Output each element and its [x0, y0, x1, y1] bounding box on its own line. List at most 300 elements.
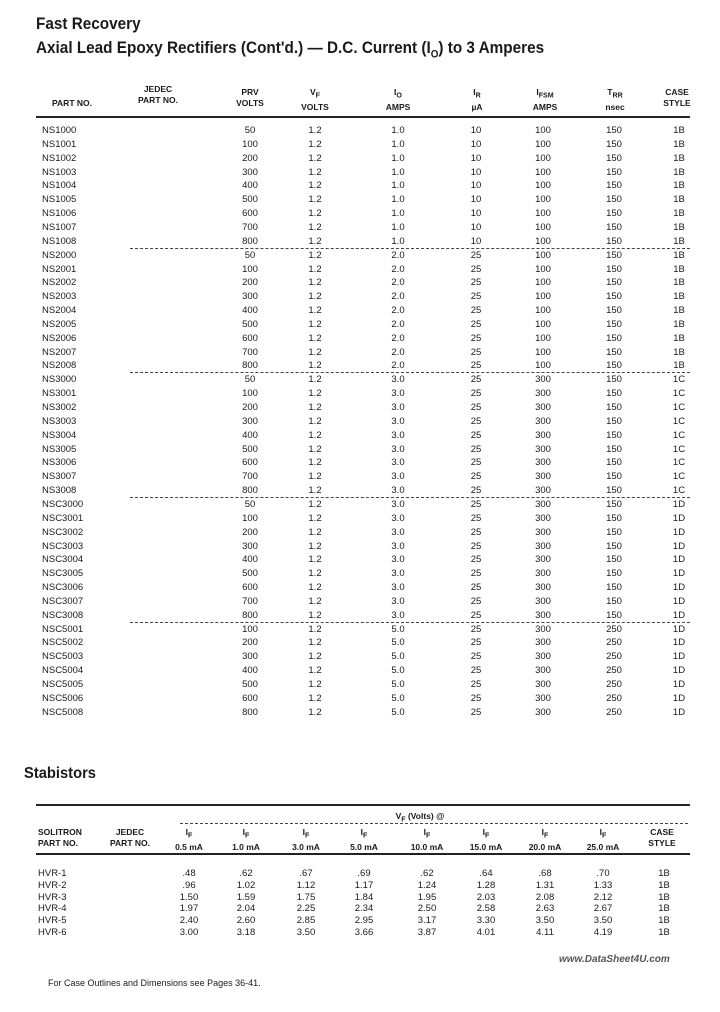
rectifier-cell-prv: 100 — [242, 512, 258, 524]
rectifier-cell-io: 2.0 — [391, 360, 405, 372]
rectifier-cell-vf: 1.2 — [308, 138, 322, 150]
stab-cell-vf: 1.17 — [354, 879, 374, 891]
rectifier-cell-trr: 150 — [606, 138, 622, 150]
rectifier-cell-vf: 1.2 — [308, 568, 322, 580]
rectifier-cell-io: 2.0 — [391, 291, 405, 303]
table-title — [36, 38, 544, 60]
section-title: Fast Recovery — [36, 14, 141, 33]
stab-if-current: 3.0 mA — [292, 841, 320, 852]
rectifier-cell-io: 3.0 — [391, 498, 405, 510]
rectifier-cell-ir: 25 — [470, 277, 482, 289]
rectifier-cell-prv: 300 — [242, 291, 258, 303]
rectifier-cell-trr: 150 — [606, 166, 622, 178]
stab-if-header — [334, 827, 394, 853]
rectifier-cell-ifsm: 100 — [535, 318, 551, 330]
rectifier-cell-prv: 100 — [242, 138, 258, 150]
rectifier-cell-ifsm: 100 — [535, 277, 551, 289]
rectifier-cell-trr: 150 — [606, 609, 622, 621]
rectifier-cell-prv: 100 — [242, 623, 258, 635]
rectifier-cell-io: 2.0 — [391, 263, 405, 275]
rectifier-cell-case-style: 1C — [672, 457, 686, 469]
rectifier-cell-vf: 1.2 — [308, 623, 322, 635]
stab-if-symbol — [216, 827, 276, 842]
rectifier-cell-case-style: 1B — [673, 152, 685, 164]
stab-if-sub: F — [305, 831, 310, 840]
stab-cell-case-style: 1B — [658, 915, 670, 927]
rectifier-cell-prv: 500 — [242, 568, 258, 580]
stab-cell-vf: 3.00 — [179, 927, 199, 938]
rectifier-cell-case-style: 1B — [673, 263, 685, 275]
rectifier-cell-io: 1.0 — [391, 208, 405, 220]
rectifier-cell-ifsm: 300 — [535, 665, 551, 677]
rectifier-cell-part-no: NS3008 — [42, 485, 77, 497]
rectifier-cell-part-no: NS3001 — [42, 388, 77, 400]
rectifier-cell-prv: 100 — [242, 388, 258, 400]
rectifier-cell-part-no: NS1006 — [42, 208, 77, 220]
stab-if-current: 10.0 mA — [410, 841, 444, 852]
header-vf-unit: VOLTS — [301, 101, 329, 112]
header-ir-sub: R — [475, 91, 481, 100]
rectifier-cell-trr: 250 — [606, 665, 622, 677]
stab-if-sub: F — [602, 831, 607, 840]
stab-cell-vf: 4.01 — [476, 927, 496, 938]
rectifier-cell-vf: 1.2 — [308, 360, 322, 372]
rectifier-cell-ifsm: 300 — [535, 498, 551, 510]
rectifier-cell-vf: 1.2 — [308, 221, 322, 233]
rectifier-cell-case-style: 1B — [673, 360, 685, 372]
rectifier-cell-trr: 250 — [606, 651, 622, 663]
rectifier-cell-ifsm: 100 — [535, 305, 551, 317]
rectifier-cell-prv: 400 — [242, 180, 258, 192]
stab-if-symbol — [334, 827, 394, 842]
stab-cell-vf: 1.95 — [417, 891, 437, 903]
rectifier-cell-ifsm: 300 — [535, 582, 551, 594]
rectifier-cell-vf: 1.2 — [308, 651, 322, 663]
rectifier-cell-ifsm: 100 — [535, 138, 551, 150]
rectifier-cell-io: 3.0 — [391, 526, 405, 538]
rectifier-cell-case-style: 1C — [672, 374, 686, 386]
rectifier-cell-prv: 700 — [242, 595, 258, 607]
rectifier-cell-vf: 1.2 — [308, 402, 322, 413]
rectifier-cell-vf: 1.2 — [308, 429, 322, 441]
rectifier-cell-ir: 10 — [470, 194, 482, 206]
rectifier-cell-vf: 1.2 — [308, 554, 322, 566]
rectifier-cell-prv: 600 — [242, 208, 258, 220]
rectifier-cell-case-style: 1B — [673, 208, 685, 220]
stab-cell-vf: 1.75 — [296, 891, 316, 903]
rectifier-cell-trr: 150 — [606, 360, 622, 372]
rectifier-cell-ifsm: 100 — [535, 249, 551, 261]
rectifier-cell-case-style: 1B — [673, 318, 685, 330]
rectifier-cell-prv: 600 — [242, 692, 258, 704]
rectifier-cell-ir: 10 — [470, 138, 482, 150]
rectifier-cell-trr: 150 — [606, 125, 622, 136]
rectifier-cell-vf: 1.2 — [308, 194, 322, 206]
rectifier-cell-prv: 50 — [244, 125, 256, 136]
stab-if-letter: I — [242, 827, 246, 837]
rectifier-cell-io: 1.0 — [391, 152, 405, 164]
rectifier-cell-trr: 150 — [606, 429, 622, 441]
rectifier-cell-ir: 25 — [470, 402, 482, 413]
rectifier-cell-trr: 150 — [606, 540, 622, 552]
stab-if-header — [216, 827, 276, 853]
rectifier-cell-io: 3.0 — [391, 429, 405, 441]
stab-cell-vf: 1.28 — [476, 879, 496, 891]
rectifier-cell-ir: 10 — [470, 166, 482, 178]
header-vf — [290, 87, 340, 113]
rectifier-cell-ir: 25 — [470, 318, 482, 330]
stab-if-sub: F — [188, 831, 193, 840]
stab-cell-vf: .69 — [357, 868, 371, 879]
header-trr-unit: nsec — [605, 101, 625, 112]
rectifier-cell-part-no: NSC3006 — [42, 582, 84, 594]
stab-cell-vf: 2.67 — [593, 903, 613, 915]
rectifier-cell-ifsm: 100 — [535, 166, 551, 178]
rectifier-cell-case-style: 1D — [672, 706, 686, 718]
rectifier-cell-trr: 150 — [606, 221, 622, 233]
rectifier-cell-case-style: 1D — [672, 665, 686, 677]
stab-if-letter: I — [482, 827, 486, 837]
rectifier-cell-case-style: 1D — [672, 692, 686, 704]
rectifier-cell-io: 1.0 — [391, 166, 405, 178]
rectifier-cell-trr: 150 — [606, 208, 622, 220]
rectifier-cell-ifsm: 300 — [535, 457, 551, 469]
rectifier-cell-prv: 800 — [242, 360, 258, 372]
stab-cell-case-style: 1B — [658, 891, 670, 903]
rectifier-cell-prv: 800 — [242, 235, 258, 247]
rectifier-cell-part-no: NS3007 — [42, 471, 77, 483]
rectifier-cell-part-no: NSC5003 — [42, 651, 84, 663]
rectifier-cell-ir: 25 — [470, 471, 482, 483]
stab-cell-part-no: HVR-5 — [38, 915, 67, 927]
rectifier-cell-case-style: 1D — [672, 498, 686, 510]
rectifier-cell-ir: 25 — [470, 346, 482, 358]
rectifier-cell-ifsm: 300 — [535, 374, 551, 386]
rectifier-cell-ir: 10 — [470, 221, 482, 233]
header-trr-sub: RR — [612, 91, 623, 100]
rectifier-cell-ifsm: 100 — [535, 346, 551, 358]
rectifier-cell-vf: 1.2 — [308, 180, 322, 192]
rectifier-cell-vf: 1.2 — [308, 665, 322, 677]
rectifier-cell-ifsm: 300 — [535, 554, 551, 566]
stab-if-letter: I — [302, 827, 306, 837]
footnote: For Case Outlines and Dimensions see Pages 36-41. — [48, 978, 261, 988]
rectifier-cell-trr: 150 — [606, 318, 622, 330]
header-ifsm-letter: I — [536, 87, 539, 97]
rectifier-cell-vf: 1.2 — [308, 512, 322, 524]
rectifier-cell-ir: 25 — [470, 263, 482, 275]
header-prv-line1: PRV — [241, 87, 259, 97]
rectifier-cell-case-style: 1B — [673, 291, 685, 303]
stab-solitron-header — [38, 827, 82, 849]
rectifier-cell-prv: 300 — [242, 651, 258, 663]
rectifier-cell-ir: 25 — [470, 651, 482, 663]
rectifier-cell-vf: 1.2 — [308, 346, 322, 358]
rectifier-cell-part-no: NSC3008 — [42, 609, 84, 621]
rectifier-cell-part-no: NS1004 — [42, 180, 77, 192]
rectifier-cell-io: 3.0 — [391, 388, 405, 400]
rectifier-cell-io: 5.0 — [391, 665, 405, 677]
stab-cell-vf: 3.50 — [535, 915, 555, 927]
rectifier-cell-case-style: 1D — [672, 526, 686, 538]
rectifier-cell-ir: 25 — [470, 291, 482, 303]
stabistors-header-rule — [36, 853, 690, 855]
rectifier-cell-ifsm: 300 — [535, 512, 551, 524]
rectifier-cell-ifsm: 100 — [535, 194, 551, 206]
rectifier-cell-vf: 1.2 — [308, 609, 322, 621]
rectifier-cell-trr: 150 — [606, 512, 622, 524]
stab-cell-case-style: 1B — [658, 868, 670, 879]
rectifier-cell-io: 5.0 — [391, 679, 405, 690]
stab-cell-vf: 2.04 — [236, 903, 256, 915]
rectifier-cell-ir: 10 — [470, 208, 482, 220]
rectifier-cell-ir: 25 — [470, 623, 482, 635]
stab-jedec-header — [100, 827, 160, 849]
rectifier-cell-ifsm: 300 — [535, 471, 551, 483]
stab-if-current: 5.0 mA — [350, 841, 378, 852]
rectifier-cell-case-style: 1B — [673, 180, 685, 192]
rectifier-cell-trr: 150 — [606, 152, 622, 164]
header-trr-symbol — [590, 87, 640, 102]
rectifier-cell-prv: 700 — [242, 471, 258, 483]
rectifier-cell-trr: 150 — [606, 291, 622, 303]
rectifier-cell-part-no: NSC3007 — [42, 595, 84, 607]
rectifier-cell-io: 2.0 — [391, 305, 405, 317]
header-io-sub: O — [396, 91, 402, 100]
rectifier-cell-io: 1.0 — [391, 194, 405, 206]
group-divider — [130, 372, 690, 373]
rectifier-cell-part-no: NSC5004 — [42, 665, 84, 677]
stab-case-line2: STYLE — [648, 838, 676, 848]
rectifier-cell-case-style: 1B — [673, 235, 685, 247]
rectifier-cell-ifsm: 300 — [535, 415, 551, 427]
rectifier-cell-part-no: NSC3005 — [42, 568, 84, 580]
rectifier-cell-prv: 300 — [242, 540, 258, 552]
stab-cell-part-no: HVR-6 — [38, 927, 67, 938]
rectifier-cell-case-style: 1B — [673, 346, 685, 358]
rectifier-cell-ir: 25 — [470, 305, 482, 317]
stab-if-letter: I — [360, 827, 364, 837]
rectifier-cell-trr: 150 — [606, 443, 622, 455]
rectifier-cell-prv: 200 — [242, 637, 258, 649]
rectifier-cell-ir: 25 — [470, 609, 482, 621]
stab-if-symbol — [515, 827, 575, 842]
rectifier-cell-prv: 300 — [242, 166, 258, 178]
rectifier-cell-io: 3.0 — [391, 485, 405, 497]
stab-if-symbol — [159, 827, 219, 842]
rectifier-cell-vf: 1.2 — [308, 388, 322, 400]
header-case-line2: STYLE — [663, 98, 691, 108]
rectifier-cell-trr: 150 — [606, 180, 622, 192]
rectifier-cell-trr: 150 — [606, 402, 622, 413]
rectifier-cell-trr: 250 — [606, 623, 622, 635]
stab-cell-vf: 2.03 — [476, 891, 496, 903]
rectifier-cell-ir: 25 — [470, 554, 482, 566]
rectifier-cell-part-no: NS3000 — [42, 374, 77, 386]
rectifier-cell-ifsm: 100 — [535, 360, 551, 372]
rectifier-cell-part-no: NS1007 — [42, 221, 77, 233]
rectifier-cell-vf: 1.2 — [308, 595, 322, 607]
rectifier-header-rule — [36, 116, 690, 118]
stab-vf-sub: F — [401, 815, 406, 824]
stab-cell-part-no: HVR-2 — [38, 879, 67, 891]
rectifier-cell-vf: 1.2 — [308, 318, 322, 330]
rectifier-cell-ir: 25 — [470, 540, 482, 552]
stab-cell-vf: 2.40 — [179, 915, 199, 927]
rectifier-cell-io: 1.0 — [391, 235, 405, 247]
rectifier-cell-trr: 250 — [606, 679, 622, 690]
table-title-subscript: O — [430, 48, 439, 61]
rectifier-cell-vf: 1.2 — [308, 125, 322, 136]
rectifier-cell-prv: 600 — [242, 457, 258, 469]
rectifier-cell-vf: 1.2 — [308, 277, 322, 289]
rectifier-cell-trr: 150 — [606, 526, 622, 538]
table-title-end: ) to 3 Amperes — [438, 38, 545, 57]
rectifier-cell-prv: 400 — [242, 554, 258, 566]
rectifier-cell-vf: 1.2 — [308, 415, 322, 427]
stab-solitron-line2: PART NO. — [38, 838, 78, 848]
rectifier-cell-io: 5.0 — [391, 651, 405, 663]
rectifier-cell-part-no: NS1005 — [42, 194, 77, 206]
stab-cell-vf: 3.87 — [417, 927, 437, 938]
stab-vf-letter: V — [395, 811, 402, 821]
rectifier-cell-io: 2.0 — [391, 346, 405, 358]
header-prv-line2: VOLTS — [236, 98, 264, 108]
stab-cell-vf: 2.63 — [535, 903, 555, 915]
rectifier-cell-ir: 25 — [470, 415, 482, 427]
rectifier-cell-case-style: 1D — [672, 651, 686, 663]
stab-cell-vf: 3.50 — [593, 915, 613, 927]
rectifier-cell-io: 5.0 — [391, 623, 405, 635]
rectifier-cell-prv: 400 — [242, 429, 258, 441]
rectifier-cell-case-style: 1C — [672, 443, 686, 455]
rectifier-cell-part-no: NS1001 — [42, 138, 77, 150]
rectifier-cell-trr: 150 — [606, 554, 622, 566]
rectifier-cell-io: 3.0 — [391, 512, 405, 524]
header-ifsm-unit: AMPS — [532, 101, 558, 112]
rectifier-cell-prv: 50 — [244, 249, 256, 261]
rectifier-cell-ir: 25 — [470, 249, 482, 261]
rectifier-cell-trr: 250 — [606, 706, 622, 718]
stab-cell-vf: 3.18 — [236, 927, 256, 938]
rectifier-cell-io: 3.0 — [391, 374, 405, 386]
rectifier-cell-io: 3.0 — [391, 609, 405, 621]
rectifier-cell-ir: 25 — [470, 692, 482, 704]
rectifier-cell-io: 3.0 — [391, 443, 405, 455]
header-jedec-line1: JEDEC — [143, 84, 173, 94]
rectifier-cell-prv: 300 — [242, 415, 258, 427]
rectifier-cell-ir: 25 — [470, 679, 482, 690]
rectifier-cell-ifsm: 100 — [535, 263, 551, 275]
rectifier-cell-ir: 25 — [470, 429, 482, 441]
stab-jedec-line1: JEDEC — [115, 827, 145, 837]
rectifier-cell-ifsm: 300 — [535, 526, 551, 538]
rectifier-cell-ifsm: 300 — [535, 637, 551, 649]
rectifier-cell-vf: 1.2 — [308, 443, 322, 455]
rectifier-cell-part-no: NSC3003 — [42, 540, 84, 552]
rectifier-cell-part-no: NS1002 — [42, 152, 77, 164]
rectifier-cell-trr: 150 — [606, 498, 622, 510]
rectifier-cell-trr: 150 — [606, 388, 622, 400]
watermark: www.DataSheet4U.com — [559, 954, 670, 965]
rectifier-cell-part-no: NSC3001 — [42, 512, 84, 524]
rectifier-cell-part-no: NSC5002 — [42, 637, 84, 649]
stab-if-sub: F — [544, 831, 549, 840]
stabistors-top-rule — [36, 804, 690, 806]
rectifier-cell-vf: 1.2 — [308, 249, 322, 261]
header-vf-sub: F — [315, 91, 320, 100]
stab-if-header — [573, 827, 633, 853]
stab-cell-vf: 2.95 — [354, 915, 374, 927]
header-ir-unit: µA — [471, 101, 483, 112]
stab-cell-vf: 2.58 — [476, 903, 496, 915]
stab-if-symbol — [456, 827, 516, 842]
rectifier-cell-trr: 150 — [606, 194, 622, 206]
rectifier-cell-prv: 200 — [242, 277, 258, 289]
rectifier-cell-prv: 800 — [242, 706, 258, 718]
rectifier-cell-case-style: 1D — [672, 679, 686, 690]
group-divider — [130, 497, 690, 498]
rectifier-cell-vf: 1.2 — [308, 485, 322, 497]
rectifier-cell-part-no: NS2005 — [42, 318, 77, 330]
rectifier-cell-trr: 150 — [606, 485, 622, 497]
rectifier-cell-trr: 150 — [606, 332, 622, 344]
stab-case-line1: CASE — [650, 827, 674, 837]
group-divider — [130, 248, 690, 249]
stab-cell-vf: 4.19 — [593, 927, 613, 938]
rectifier-cell-trr: 150 — [606, 471, 622, 483]
rectifier-cell-part-no: NS1008 — [42, 235, 77, 247]
header-ifsm-symbol — [520, 87, 570, 102]
rectifier-cell-prv: 500 — [242, 679, 258, 690]
rectifier-cell-ifsm: 300 — [535, 429, 551, 441]
rectifier-cell-prv: 50 — [244, 498, 256, 510]
stab-cell-vf: 1.59 — [236, 891, 256, 903]
rectifier-cell-ifsm: 300 — [535, 692, 551, 704]
rectifier-cell-part-no: NSC5001 — [42, 623, 84, 635]
stab-if-sub: F — [363, 831, 368, 840]
rectifier-cell-trr: 150 — [606, 305, 622, 317]
header-ifsm — [520, 87, 570, 113]
header-ir-symbol — [452, 87, 502, 102]
stab-cell-vf: 2.12 — [593, 891, 613, 903]
rectifier-cell-io: 2.0 — [391, 318, 405, 330]
rectifier-cell-part-no: NS2007 — [42, 346, 77, 358]
stab-cell-vf: 1.24 — [417, 879, 437, 891]
rectifier-cell-prv: 400 — [242, 305, 258, 317]
rectifier-cell-case-style: 1C — [672, 471, 686, 483]
rectifier-cell-part-no: NS3002 — [42, 402, 77, 413]
stab-cell-vf: 1.12 — [296, 879, 316, 891]
rectifier-cell-prv: 700 — [242, 346, 258, 358]
rectifier-cell-prv: 400 — [242, 665, 258, 677]
stab-jedec-line2: PART NO. — [110, 838, 150, 848]
rectifier-cell-ir: 25 — [470, 665, 482, 677]
rectifier-cell-part-no: NS2003 — [42, 291, 77, 303]
rectifier-cell-ifsm: 300 — [535, 679, 551, 690]
stab-cell-vf: 3.17 — [417, 915, 437, 927]
rectifier-cell-io: 1.0 — [391, 138, 405, 150]
rectifier-cell-trr: 150 — [606, 374, 622, 386]
rectifier-cell-prv: 800 — [242, 485, 258, 497]
rectifier-cell-part-no: NS2002 — [42, 277, 77, 289]
stab-cell-vf: 1.33 — [593, 879, 613, 891]
rectifier-cell-trr: 150 — [606, 346, 622, 358]
rectifier-cell-case-style: 1B — [673, 194, 685, 206]
rectifier-cell-vf: 1.2 — [308, 582, 322, 594]
rectifier-cell-prv: 200 — [242, 526, 258, 538]
rectifier-cell-case-style: 1B — [673, 332, 685, 344]
